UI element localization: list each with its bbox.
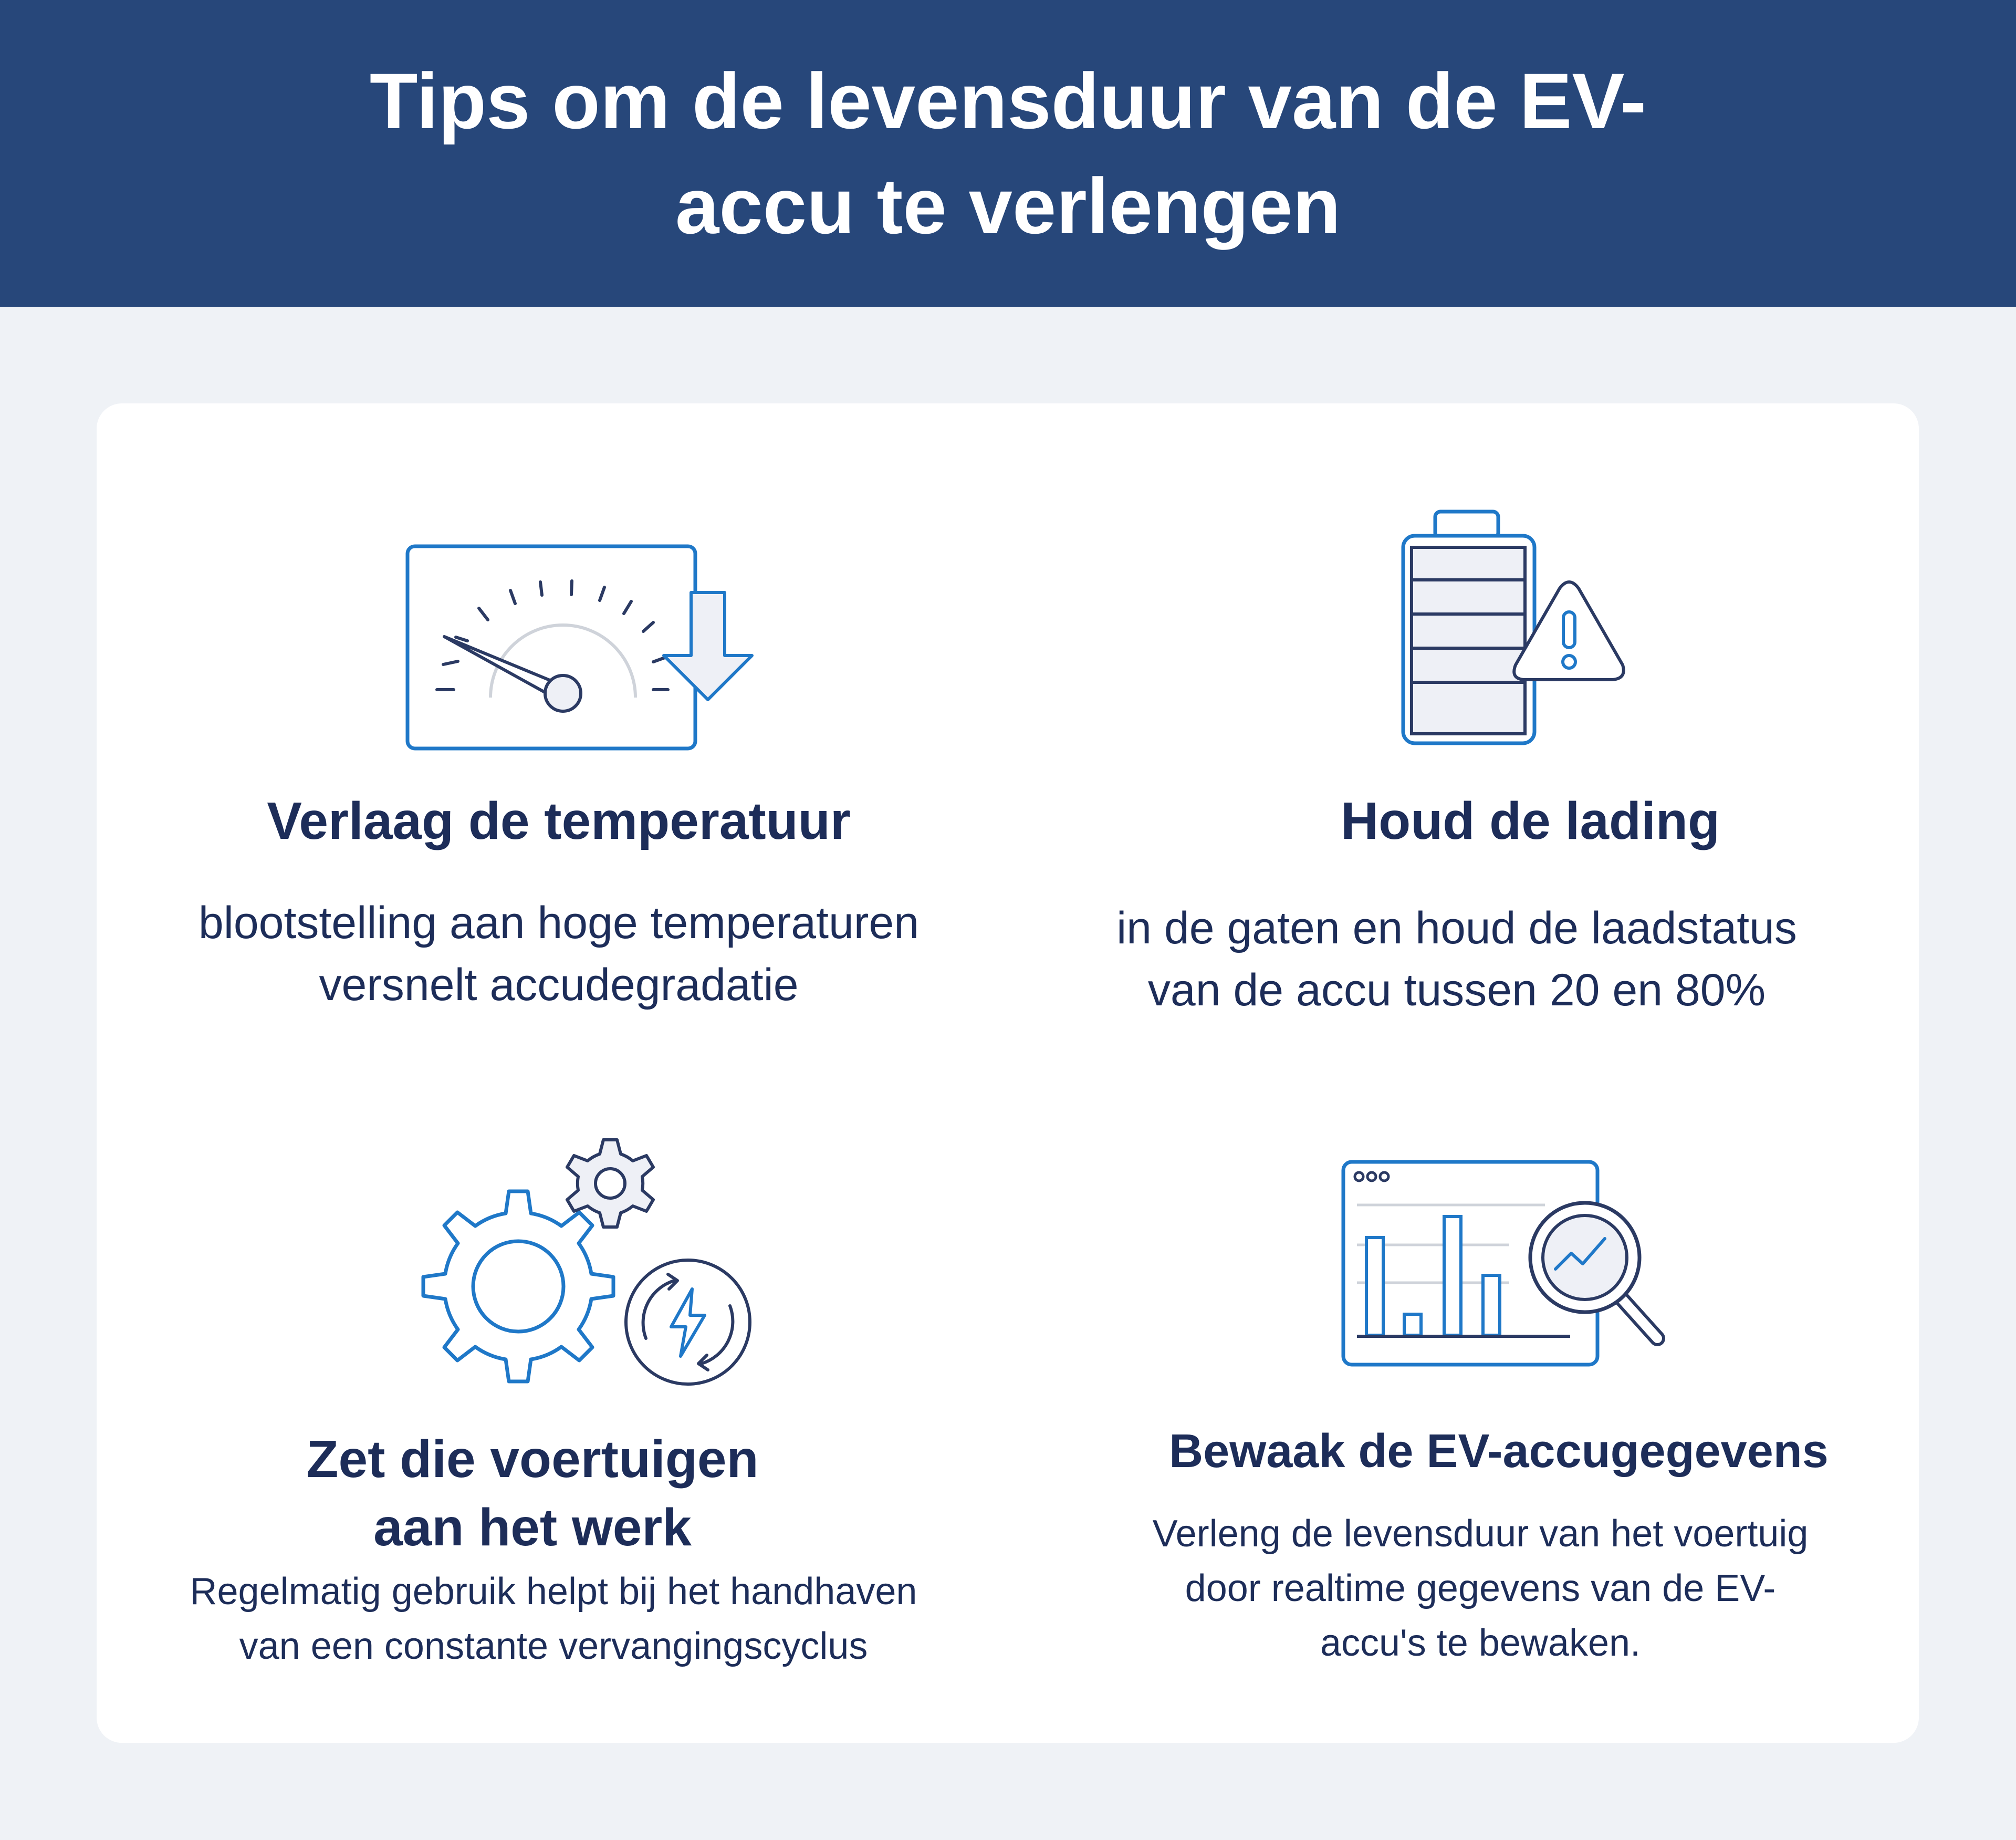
tip-description-charge: in de gaten en houd de laadstatus van de accu tussen 20 en 80% xyxy=(1116,903,1797,1015)
battery-warning-icon xyxy=(1396,510,1637,751)
tip-title-usage: Zet die voertuigen aan het werk xyxy=(306,1430,759,1557)
page-title: Tips om de levensduur van de EV-accu te verlengen xyxy=(369,57,1647,250)
tip-title-charge: Houd de lading xyxy=(1340,792,1720,850)
tip-description-monitor: Verleng de levensduur van het voertuig door realtime gegevens van de EV-accu's te bewaken. xyxy=(1152,1513,1809,1664)
page-header xyxy=(0,0,2016,307)
analytics-magnifier-icon xyxy=(1336,1160,1683,1380)
speedometer-down-icon xyxy=(401,541,874,762)
tip-description-usage: Regelmatig gebruik helpt bij het handhaven van een constante vervangingscyclus xyxy=(190,1571,917,1667)
tip-title-temperature: Verlaag de temperatuur xyxy=(267,792,851,850)
tips-card xyxy=(97,403,1919,1743)
gears-cycle-icon xyxy=(391,1128,769,1401)
tip-description-temperature: blootstelling aan hoge temperaturen versnelt accudegradatie xyxy=(198,898,920,1010)
tip-title-monitor: Bewaak de EV-accugegevens xyxy=(1169,1425,1829,1478)
